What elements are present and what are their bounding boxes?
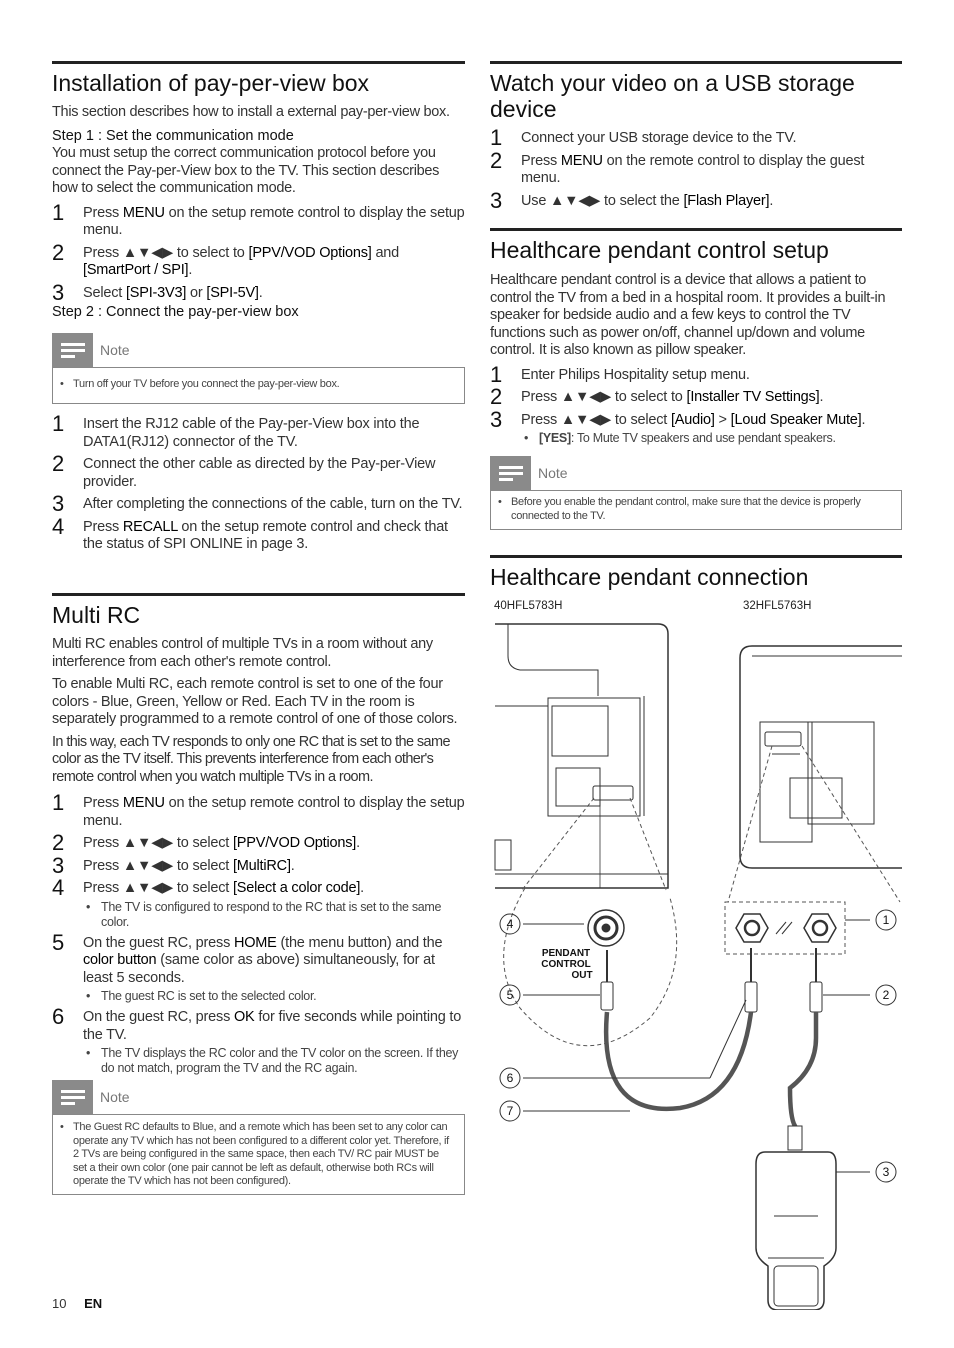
step-number: 2 — [52, 451, 65, 476]
note — [52, 1080, 465, 1195]
jack-label: PENDANT — [541, 948, 591, 959]
step-item — [52, 852, 465, 878]
bullet-text: The TV displays the RC color and the TV color on the screen. If they do not match, program the TV and the RC again. — [101, 1046, 459, 1075]
multirc-section — [52, 598, 465, 1195]
body-text: Multi RC enables control of multiple TVs in a room without any interference from each other's remote control. — [52, 636, 433, 670]
callout-number: 1 — [882, 913, 890, 927]
step-number: 3 — [52, 491, 65, 516]
step-item — [52, 513, 465, 554]
step-item — [490, 361, 902, 387]
section-title: Multi RC — [52, 602, 141, 628]
note-box: • Before you enable the pendant control, make sure that the device is properly connected to the TV. — [490, 490, 902, 530]
step-text: Connect your USB storage device to the TV. — [521, 130, 797, 146]
pendant-strain-relief — [788, 1126, 802, 1150]
connection-diagram — [490, 598, 902, 1310]
tv-left-port-block — [552, 706, 608, 756]
step-item — [52, 929, 465, 988]
step-item — [52, 1004, 465, 1044]
step-item — [490, 125, 902, 150]
note-header — [490, 456, 902, 490]
section-rule — [490, 228, 902, 231]
cable — [790, 1012, 816, 1138]
section-title: Watch your video on a USB storage device — [490, 70, 855, 122]
section-title: Healthcare pendant control setup — [490, 237, 829, 263]
pendant-connection-section — [490, 560, 902, 590]
pendant-controller — [756, 1152, 836, 1310]
jack-label: OUT — [571, 970, 593, 981]
step-heading: Step 1 : Set the communication mode — [52, 127, 294, 144]
tv-right-panel — [760, 722, 812, 842]
bullet-text: The guest RC is set to the selected color. — [101, 989, 317, 1003]
zoom-guides — [504, 746, 900, 1046]
step-number: 2 — [490, 384, 503, 409]
steps-list — [490, 125, 902, 213]
step-item — [490, 147, 902, 188]
callout-number: 4 — [506, 917, 514, 931]
note-text: Before you enable the pendant control, make sure that the device is properly connected to the TV. — [511, 496, 861, 522]
step-number: 5 — [52, 929, 65, 955]
pendant-jack-port — [765, 732, 801, 746]
note-text: The Guest RC defaults to Blue, and a remote which has been set to any color can operate any TV which has not been configured to a different color yet. Therefore, if 2 TVs are being configured in the same space, then each TV/ RC pair MUST be set a their own color (one pair cannot be left as default, otherwise both RCs will operate the TV which has not been configured). — [73, 1121, 449, 1187]
note-label: Note — [100, 1089, 130, 1105]
step-text: After completing the connections of the cable, turn on the TV. — [83, 496, 463, 512]
section-title: Healthcare pendant connection — [490, 564, 809, 590]
section-rule — [490, 555, 902, 558]
step-text: Press ▲▼◀▶ to select to [PPV/VOD Options] and [SmartPort / SPI]. — [83, 244, 400, 278]
steps-list — [52, 790, 465, 1076]
tv-left-connector — [495, 840, 511, 870]
body-text: You must setup the correct communication protocol before you connect the Pay-per-View box to the TV. This section describes how to select the communication mode. — [52, 145, 440, 196]
diagram-graphic — [490, 598, 902, 1310]
tv-left-stand — [508, 624, 598, 696]
body-text: Healthcare pendant control is a device that allows a patient to control the TV from a bed in a hospital room. It provides a built-in speaker for bedside audio and a few keys to control the TV functions such as power on/off, channel up/down and volume control. It is also known as pillow speaker. — [490, 272, 886, 358]
step-item — [52, 830, 465, 855]
step-bullet: • [YES]: To Mute TV speakers and use pendant speakers. — [524, 431, 836, 445]
note — [490, 456, 902, 530]
body-text: In this way, each TV responds to only one RC that is set to the same color as the TV itself. This prevents interference from each other's remote control when you watch multiple TVs in a room. — [52, 733, 450, 785]
note-label: Note — [100, 341, 130, 358]
step-item — [52, 411, 465, 451]
jack-socket — [602, 924, 610, 932]
model-label-left: 40HFL5783H — [494, 600, 563, 612]
page-footer — [52, 1296, 102, 1311]
steps-list — [52, 411, 465, 554]
step-number: 4 — [52, 875, 65, 900]
jack-socket — [745, 921, 759, 935]
step-number: 3 — [52, 279, 65, 305]
plug — [745, 982, 757, 1012]
step-item — [52, 239, 465, 280]
usb-section — [490, 66, 902, 213]
callout-number: 5 — [506, 988, 514, 1002]
step-text: On the guest RC, press HOME (the menu button) and the color button (same color as above) simultaneously, for at least 5 seconds. — [83, 934, 443, 986]
step-text: Press ▲▼◀▶ to select [MultiRC]. — [83, 857, 295, 874]
step-number: 1 — [52, 411, 65, 436]
step-item — [490, 187, 902, 213]
step-text: Press MENU on the setup remote control to display the setup menu. — [83, 795, 465, 829]
note — [52, 333, 465, 405]
section-rule — [490, 61, 902, 64]
step-number: 2 — [52, 239, 65, 265]
step-item — [52, 790, 465, 830]
step-item — [52, 199, 465, 240]
step-text: Insert the RJ12 cable of the Pay-per-View box into the DATA1(RJ12) connector of the TV. — [83, 416, 420, 450]
step-item — [52, 491, 465, 516]
step-bullet: • The TV displays the RC color and the TV color on the screen. If they do not match, program the TV and the RC again. — [86, 1046, 459, 1075]
bullet-text: The TV is configured to respond to the RC that is set to the same color. — [101, 899, 442, 929]
step-number: 3 — [52, 852, 65, 878]
section-rule — [52, 61, 465, 64]
model-label-right: 32HFL5763H — [743, 600, 812, 612]
step-text: Press MENU on the remote control to display the guest menu. — [521, 152, 865, 186]
step-number: 1 — [52, 199, 65, 225]
step-text: Use ▲▼◀▶ to select the [Flash Player]. — [521, 192, 774, 209]
step-heading: Step 2 : Connect the pay-per-view box — [52, 304, 299, 320]
step-text: Press ▲▼◀▶ to select [Audio] > [Loud Speaker Mute]. — [521, 411, 866, 428]
step-number: 1 — [490, 361, 503, 387]
note-icon — [52, 333, 93, 367]
step-number: 2 — [52, 830, 65, 855]
callout-line — [710, 1000, 746, 1078]
jack-socket — [736, 914, 768, 942]
note-icon — [52, 1080, 93, 1114]
section-rule — [52, 593, 465, 596]
step-number: 1 — [52, 790, 65, 815]
body-text: To enable Multi RC, each remote control is set to one of the four colors - Blue, Green, Yellow or Red. Each TV in the room is separately programmed to a remote control of one of those colors. — [52, 676, 458, 727]
step-number: 2 — [490, 147, 503, 173]
step-text: Select [SPI-3V3] or [SPI-5V]. — [83, 284, 263, 301]
step-text: Press ▲▼◀▶ to select [PPV/VOD Options]. — [83, 835, 360, 851]
divider-slash — [776, 922, 786, 934]
note-header — [52, 333, 465, 367]
pendant-setup-section — [490, 233, 902, 530]
step-text: Press MENU on the setup remote control to display the setup menu. — [83, 204, 465, 238]
step-item — [490, 406, 902, 432]
callout-number: 6 — [506, 1071, 514, 1085]
callout-number: 7 — [506, 1104, 514, 1118]
step-item — [52, 451, 465, 491]
step-text: Press ▲▼◀▶ to select [Select a color code]. — [83, 880, 364, 896]
step-text: On the guest RC, press OK for five seconds while pointing to the TV. — [83, 1009, 462, 1043]
jack-socket — [813, 921, 827, 935]
jack-label: CONTROL — [541, 959, 591, 970]
step-bullet: • The guest RC is set to the selected color. — [86, 989, 317, 1003]
step-text: Press RECALL on the setup remote control and check that the status of SPI ONLINE in page 3. — [83, 518, 448, 552]
jack-socket — [804, 914, 836, 942]
note-label: Note — [538, 465, 568, 481]
steps-list — [490, 361, 902, 447]
pendant-jack-port — [593, 786, 633, 800]
language-code: EN — [84, 1296, 103, 1311]
bullet-text: [YES]: To Mute TV speakers and use pendant speakers. — [539, 431, 836, 445]
installation-section — [52, 66, 465, 554]
note-box: • The Guest RC defaults to Blue, and a remote which has been set to any color can operate any TV which has not been configured to a different color yet. Therefore, if 2 TVs are being configured in the same space, then each TV/ RC pair MUST be set a their own color (one pair cannot be left as default, otherwise both RCs will operate the TV which has not been configured). — [52, 1114, 465, 1195]
note-text: Turn off your TV before you connect the pay-per-view box. — [73, 377, 340, 390]
step-number: 4 — [52, 513, 65, 539]
step-bullet: • The TV is configured to respond to the RC that is set to the same color. — [86, 899, 442, 929]
step-number: 3 — [490, 187, 503, 213]
step-number: 6 — [52, 1004, 65, 1029]
step-text: Enter Philips Hospitality setup menu. — [521, 366, 750, 383]
plug — [810, 982, 822, 1012]
step-text: Connect the other cable as directed by the Pay-per-View provider. — [83, 456, 436, 490]
step-number: 3 — [490, 406, 503, 432]
note-icon — [490, 456, 531, 490]
steps-list — [52, 199, 465, 305]
step-number: 1 — [490, 125, 503, 150]
step-item — [52, 279, 465, 305]
tv-right-port-block — [790, 778, 842, 818]
divider-slash — [782, 922, 792, 934]
note-box: • Turn off your TV before you connect the pay-per-view box. — [52, 367, 465, 405]
cable — [606, 1012, 751, 1109]
step-item — [490, 384, 902, 409]
step-text: Press ▲▼◀▶ to select to [Installer TV Settings]. — [521, 389, 824, 405]
note-header — [52, 1080, 465, 1114]
callout-number: 3 — [882, 1165, 890, 1179]
tv-right-outline — [740, 646, 902, 868]
callout-number: 2 — [882, 988, 890, 1002]
intro-text: This section describes how to install a external pay-per-view box. — [52, 104, 450, 120]
section-title: Installation of pay-per-view box — [52, 70, 370, 96]
step-item — [52, 875, 465, 900]
plug — [601, 982, 613, 1010]
page-number: 10 — [52, 1296, 67, 1311]
